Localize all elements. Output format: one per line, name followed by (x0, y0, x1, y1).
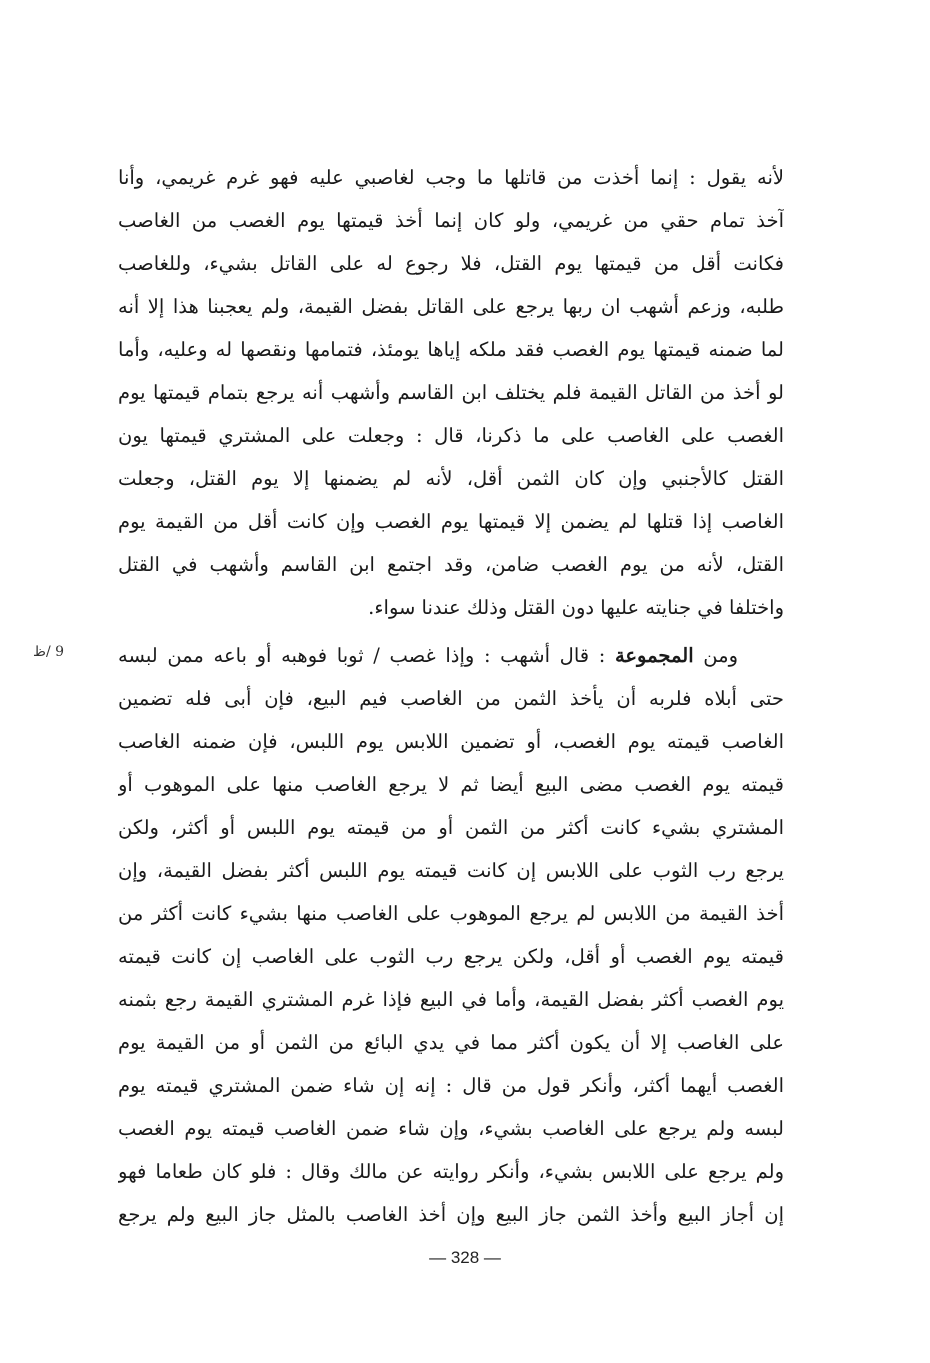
text-line: الغاصب إذا قتلها لم يضمن إلا قيمتها يوم الغصب وإن كانت أقل من القيمة يوم (118, 510, 784, 533)
lead-text-rest: : قال أشهب : وإذا غصب / ثوبا فوهبه أو باعه ممن لبسه (118, 644, 615, 667)
text-line: قيمته يوم الغصب مضى البيع أيضا ثم لا يرجع الغاصب منها على الموهوب أو (118, 773, 784, 796)
margin-folio-note: 9 /ظ (33, 644, 65, 660)
text-line: فكانت أقل من قيمتها يوم القتل، فلا رجوع له على القاتل بشيء، وللغاصب (118, 252, 784, 275)
page-number: — 328 — (429, 1248, 501, 1267)
text-line: يوم الغصب أكثر بفضل القيمة، وأما في البيع فإذا غرم المشتري القيمة رجع بثمنه (118, 988, 784, 1011)
text-line: القتل كالأجنبي وإن كان الثمن أقل، لأنه لم يضمنها إلا يوم القتل، وجعلت (118, 467, 784, 490)
text-line: الغاصب قيمته يوم الغصب، أو تضمين اللابس يوم اللبس، فإن ضمنه الغاصب (118, 730, 784, 753)
text-line: ولم يرجع على اللابس بشيء، وأنكر روايته عن مالك وقال : فلو كان طعاما فهو (118, 1160, 784, 1183)
text-line: على الغاصب إلا أن يكون أكثر مما في يدي البائع من الثمن أو من القيمة يوم (118, 1031, 784, 1054)
text-line: لأنه يقول : إنما أخذت من قاتلها ما وجب لغاصبي عليه فهو غرم غريمي، وأنا (118, 166, 784, 189)
text-line: طلبه، وزعم أشهب ان ربها يرجع على القاتل بفضل القيمة، ولم يعجبنا هذا إلا أنه (118, 295, 784, 318)
text-line: لما ضمنه قيمتها يوم الغصب فقد ملكه إياها يومئذ، فتمامها ونقصها له وعليه، وأما (118, 338, 784, 361)
paragraph-2 (118, 634, 784, 1236)
text-line: المشتري بشيء كانت أكثر من الثمن أو من قيمته يوم اللبس أو أكثر، ولكن (118, 816, 784, 839)
text-line: الغصب أيهما أكثر، وأنكر قول من قال : إنه إن شاء ضمن المشتري قيمته يوم (118, 1074, 784, 1097)
text-line: آخذ تمام حقي من غريمي، ولو كان إنما أخذ قيمتها يوم الغصب من الغاصب (118, 209, 784, 232)
text-line: أخذ القيمة من اللابس لم يرجع الموهوب على الغاصب منها بشيء كانت أكثر من (118, 902, 784, 925)
source-title: المجموعة (614, 644, 694, 667)
text-line: إن أجاز البيع وأخذ الثمن جاز البيع وإن أخذ الغاصب بالمثل جاز البيع ولم يرجع (118, 1203, 784, 1226)
text-line: الغصب على الغاصب على ما ذكرنا، قال : وجعلت على المشتري قيمتها يون (118, 424, 784, 447)
lead-text: ومن (693, 644, 738, 667)
text-line: لبسه ولم يرجع على الغاصب بشيء، وإن شاء ضمن الغاصب قيمته يوم الغصب (118, 1117, 784, 1140)
paragraph-1 (118, 156, 784, 629)
text-line: القتل، لأنه من يوم الغصب ضامن، وقد اجتمع ابن القاسم وأشهب في القتل (118, 553, 784, 576)
text-line: حتى أبلاه فلربه أن يأخذ الثمن من الغاصب فيم البيع، فإن أبى فله تضمين (118, 687, 784, 710)
text-line: قيمته يوم الغصب أو أقل، ولكن يرجع رب الثوب على الغاصب إن كانت قيمته (118, 945, 784, 968)
text-line: يرجع رب الثوب على اللابس إن كانت قيمته يوم اللبس أكثر بفضل القيمة، وإن (118, 859, 784, 882)
text-line: واختلفا في جنايته عليها دون القتل وذلك عندنا سواء. (368, 596, 784, 619)
text-line-lead (118, 634, 784, 677)
text-line: لو أخذ من القاتل القيمة فلم يختلف ابن القاسم وأشهب أنه يرجع بتمام قيمتها يوم (118, 381, 784, 404)
